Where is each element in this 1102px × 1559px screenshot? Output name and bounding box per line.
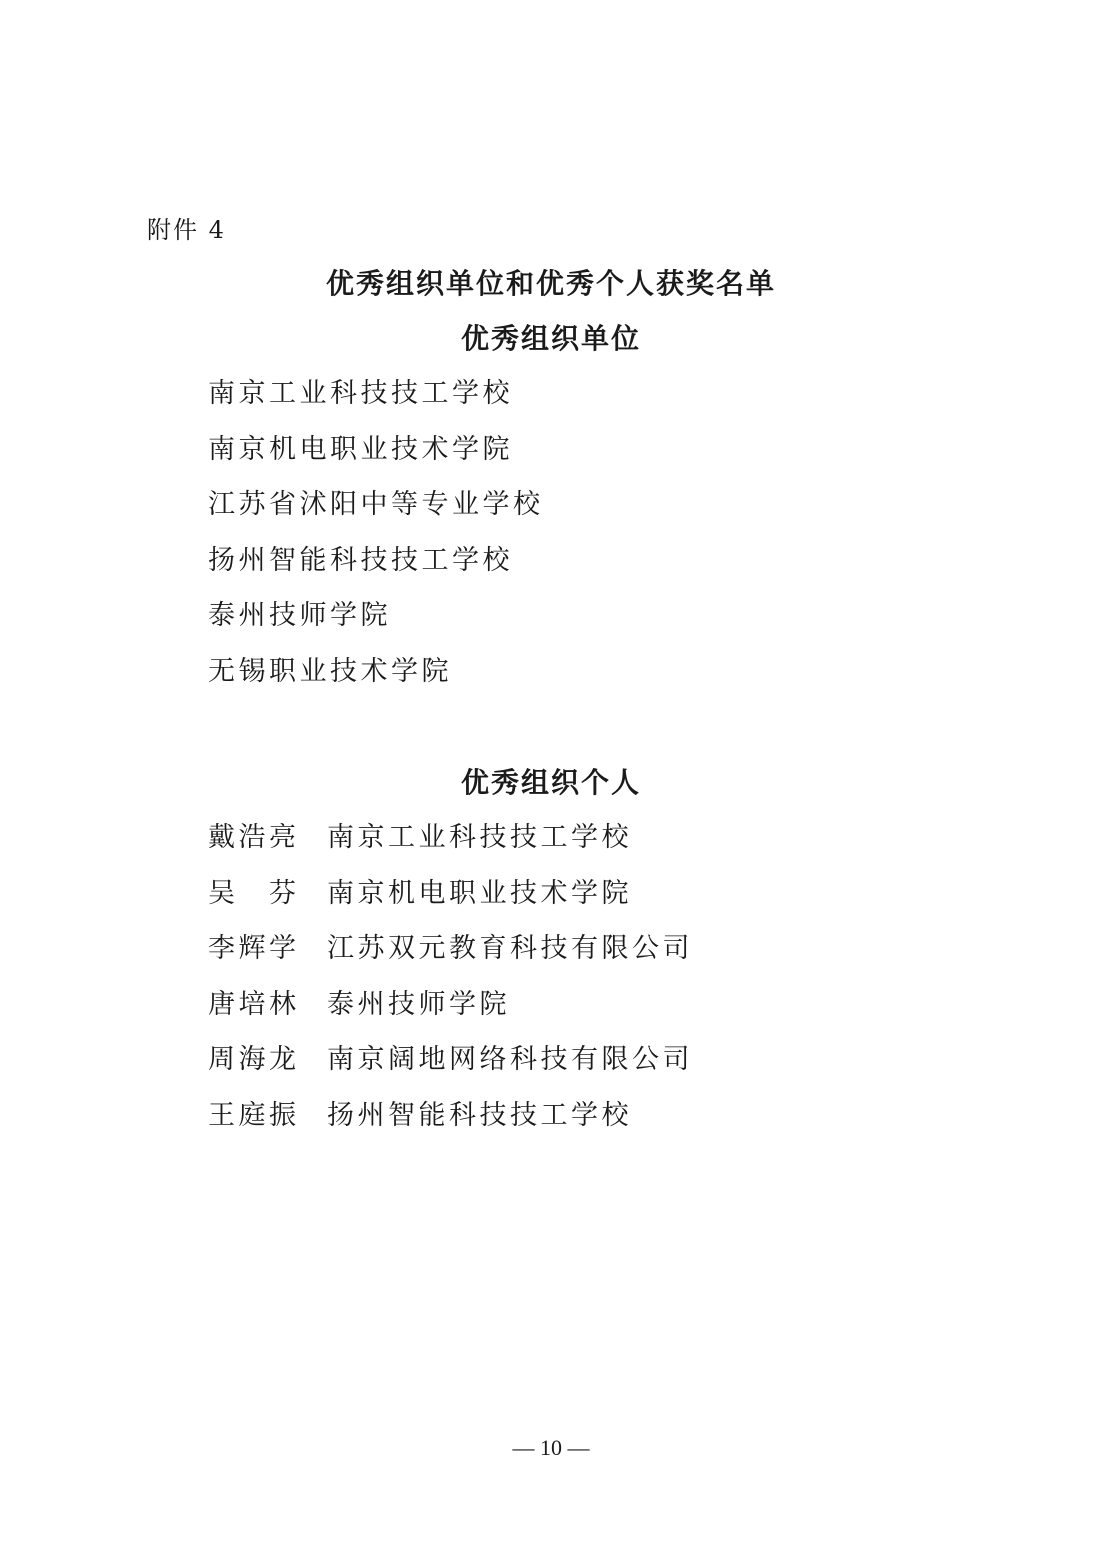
person-name: 王庭振 [208, 1099, 300, 1131]
units-section-heading: 优秀组织单位 [460, 322, 641, 355]
unit-item: 南京工业科技技工学校 [208, 378, 513, 409]
person-name: 周海龙 [208, 1044, 300, 1076]
unit-item: 江苏省沭阳中等专业学校 [208, 489, 544, 521]
person-name: 戴浩亮 [208, 822, 300, 853]
attachment-label: 附件 4 [147, 216, 226, 244]
person-organization: 江苏双元教育科技有限公司 [327, 933, 693, 965]
units-list [208, 374, 544, 708]
unit-item: 南京机电职业技术学院 [208, 433, 513, 465]
person-name: 李辉学 [208, 933, 300, 965]
person-organization: 南京阔地网络科技有限公司 [327, 1044, 693, 1076]
people-list [208, 818, 693, 1152]
person-organization: 扬州智能科技技工学校 [327, 1099, 632, 1131]
page-number: — 10 — [512, 1435, 590, 1460]
unit-item: 泰州技师学院 [208, 600, 391, 632]
people-section-heading: 优秀组织个人 [460, 766, 641, 799]
person-organization: 泰州技师学院 [327, 988, 510, 1020]
person-row [208, 985, 693, 1041]
unit-item: 扬州智能科技技工学校 [208, 544, 513, 576]
person-row [208, 929, 693, 985]
person-name: 吴 芬 [208, 877, 300, 909]
document-title: 优秀组织单位和优秀个人获奖名单 [325, 267, 776, 300]
unit-item: 无锡职业技术学院 [208, 655, 452, 687]
person-organization: 南京工业科技技工学校 [327, 822, 632, 853]
person-row [208, 1040, 693, 1096]
person-row [208, 874, 693, 930]
person-row [208, 818, 693, 874]
person-organization: 南京机电职业技术学院 [327, 877, 632, 909]
person-row [208, 1096, 693, 1152]
person-name: 唐培林 [208, 988, 300, 1020]
